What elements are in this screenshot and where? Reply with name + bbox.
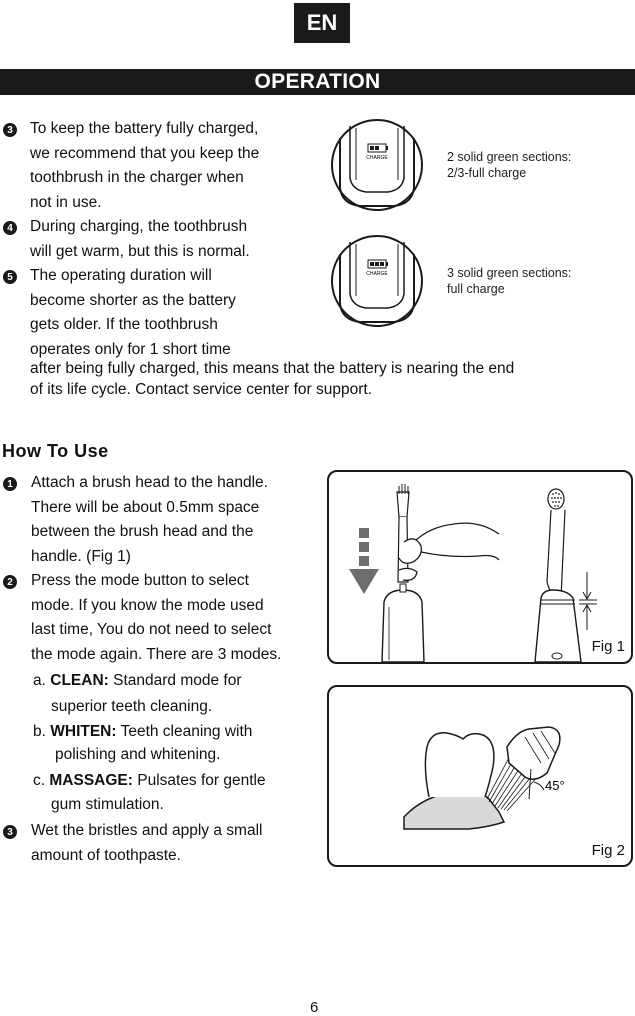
mode-description: Standard mode for [113,672,242,689]
text-line: There will be about 0.5mm space [31,498,260,516]
text-line: we recommend that you keep the [30,144,260,162]
mode-letter: c. [33,772,46,789]
caption-line: full charge [447,282,505,296]
text-line: The operating duration will [30,267,212,284]
mode-description-line: superior teeth cleaning. [51,698,213,715]
page-number: 6 [310,999,319,1016]
arrow-segment [359,542,369,552]
charger-caption [447,149,571,181]
mode-description: Teeth cleaning with [120,723,253,740]
how-to-item-2 [31,569,281,667]
operation-item-3 [30,117,259,215]
charger-illustration [330,118,425,213]
text-line: Press the mode button to select [31,572,249,589]
text-line: Attach a brush head to the handle. [31,474,268,491]
bullet-number: 3 [3,123,17,137]
caption-line: 2/3-full charge [447,166,527,180]
language-badge: EN [294,3,350,43]
text-line: will get warm, but this is normal. [30,242,250,260]
text-line: operates only for 1 short time [30,340,231,358]
figure-label: Fig 1 [591,638,625,655]
charger-illustration [330,234,425,329]
tooth-shape [425,733,493,797]
arrow-segment [359,528,369,538]
mode-whiten [33,720,252,745]
brush-attach-illustration [329,472,631,662]
text-line: not in use. [30,193,102,211]
caption-line: 3 solid green sections: [447,266,572,280]
figure-1 [327,470,633,664]
bullet-number: 1 [3,477,17,491]
text-line: Wet the bristles and apply a small [31,822,263,839]
how-to-item-1 [31,471,268,569]
text-line: During charging, the toothbrush [30,218,248,235]
mode-name: MASSAGE: [49,772,133,789]
section-title-bar: OPERATION [0,69,635,95]
text-line: gets older. If the toothbrush [30,316,218,333]
text-line: mode. If you know the mode used [31,596,264,614]
text-line: become shorter as the battery [30,291,236,309]
text-line: of its life cycle. Contact service center for support. [30,381,372,398]
operation-item-4 [30,215,250,264]
mode-name: WHITEN: [50,723,117,740]
charge-indicator-label: CHARGE [366,155,388,161]
text-line: toothbrush in the charger when [30,169,244,186]
section-heading: How To Use [2,441,109,461]
bullet-number: 5 [3,270,17,284]
charger-caption [447,265,571,297]
mode-description-line: polishing and whitening. [55,746,221,763]
mode-name: CLEAN: [50,672,109,689]
mode-clean [33,669,242,694]
mode-description-line: gum stimulation. [51,796,164,813]
bullet-number: 3 [3,825,17,839]
text-line: amount of toothpaste. [31,846,181,864]
angle-label: 45° [545,778,565,793]
text-line: To keep the battery fully charged, [30,120,259,137]
text-line: handle. (Fig 1) [31,547,131,565]
figure-2 [327,685,633,867]
mode-letter: a. [33,672,46,689]
text-line: after being fully charged, this means that the battery is nearing the end [30,360,515,377]
down-arrow-icon [349,569,379,594]
text-line: the mode again. There are 3 modes. [31,645,282,663]
text-line: between the brush head and the [31,523,254,540]
bullet-number: 2 [3,575,17,589]
bullet-number: 4 [3,221,17,235]
text-line: last time, You do not need to select [31,621,272,638]
mode-letter: b. [33,723,46,740]
figure-label: Fig 2 [591,842,625,859]
charge-indicator-label: CHARGE [366,271,388,277]
how-to-item-3 [31,819,262,868]
mode-massage [33,769,266,794]
mode-description: Pulsates for gentle [137,772,266,789]
operation-item-5 [30,264,236,362]
arrow-segment [359,556,369,566]
brushing-angle-illustration [329,687,631,865]
caption-line: 2 solid green sections: [447,150,572,164]
